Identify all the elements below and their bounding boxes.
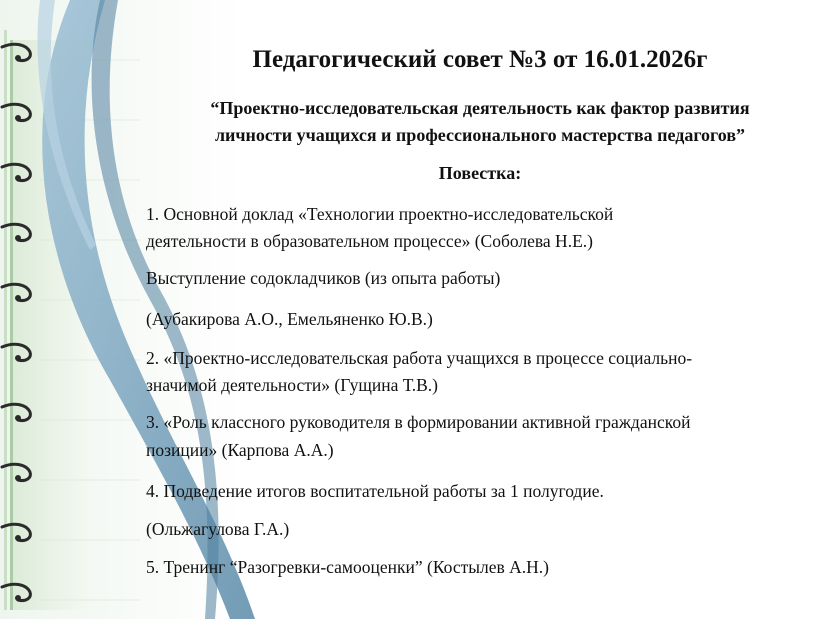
agenda-line: 2. «Проектно-исследовательская работа учащихся в процессе социально-	[146, 348, 693, 368]
subtitle-line: личности учащихся и профессионального мастерства педагогов”	[214, 125, 746, 145]
subtitle-line: “Проектно-исследовательская деятельность как фактор развития	[210, 98, 750, 118]
subtitle	[150, 95, 810, 149]
page-title: Педагогический совет №3 от 16.01.2026г	[252, 46, 708, 73]
agenda-line: значимой деятельности» (Гущина Т.В.)	[146, 375, 438, 395]
agenda-line: 4. Подведение итогов воспитательной работы за 1 полугодие.	[146, 481, 604, 501]
agenda-line: (Аубакирова А.О., Емельяненко Ю.В.)	[146, 309, 433, 329]
agenda-line: Выступление содокладчиков (из опыта работы)	[146, 268, 501, 288]
agenda-line: (Ольжагулова Г.А.)	[146, 519, 290, 539]
agenda-line: 3. «Роль классного руководителя в формировании активной гражданской	[146, 412, 691, 432]
agenda-line: позиции» (Карпова А.А.)	[146, 440, 334, 460]
agenda-line: 1. Основной доклад «Технологии проектно-исследовательской	[146, 204, 614, 224]
agenda-line: 5. Тренинг “Разогревки-самооценки” (Костылев А.Н.)	[146, 557, 549, 577]
agenda-heading: Повестка:	[438, 163, 522, 183]
agenda-line: деятельности в образовательном процессе» (Соболева Н.Е.)	[146, 231, 593, 251]
